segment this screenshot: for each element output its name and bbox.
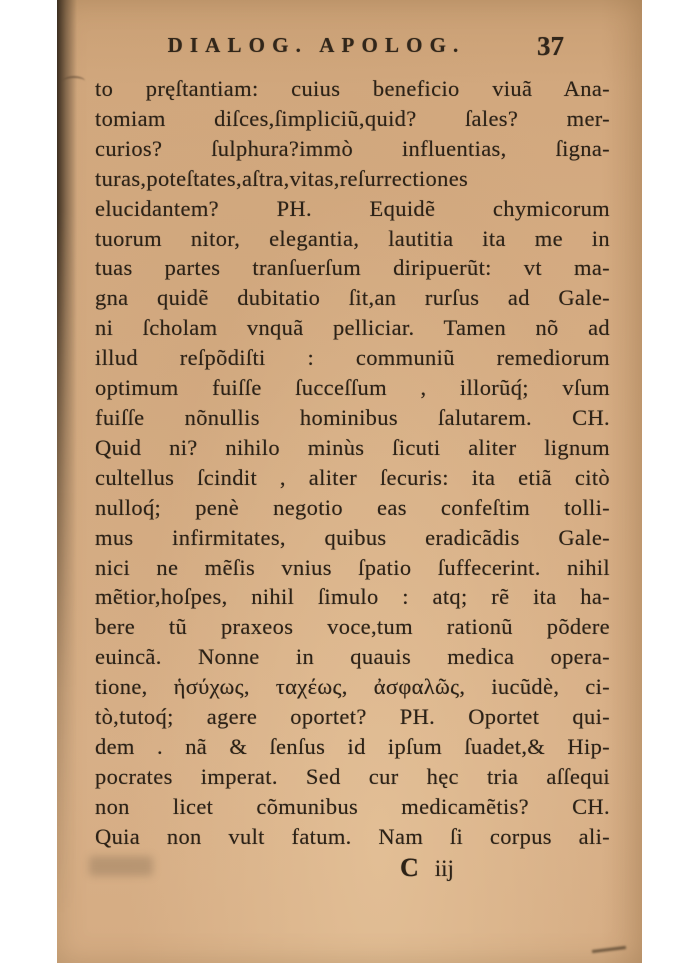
text-line: tò,tutoq́; agere oportet? PH. Oportet qui-: [95, 704, 610, 730]
text-line: nici ne mẽſis vnius ſpatio ſuffecerint. nihil: [95, 554, 610, 580]
text-line: illud reſpõdiſti : communiũ remediorum: [95, 345, 610, 371]
body-text-block: [95, 74, 610, 852]
text-line: dem . nã & ſenſus id ipſum ſuadet,& Hip-: [95, 733, 610, 759]
text-line: to pręſtantiam: cuius beneficio viuã Ana-: [95, 76, 610, 101]
book-page-scan: [57, 0, 642, 963]
text-line: euincã. Nonne in quauis medica opera-: [95, 644, 610, 670]
header-title: DIALOG. APOLOG.: [167, 33, 466, 57]
text-line: ni ſcholam vnquã pelliciar. Tamen nõ ad: [95, 315, 610, 341]
text-line: fuiſſe nõnullis hominibus ſalutarem. CH.: [95, 404, 610, 430]
signature-mark: [400, 853, 610, 884]
page-number: 37: [537, 31, 564, 61]
text-line: mẽtior,hoſpes, nihil ſimulo : atq; rẽ ita ha-: [95, 584, 610, 610]
text-line: turas,poteſtates,aſtra,vitas,reſurrectiones: [95, 165, 469, 191]
margin-squiggle-decoration: [63, 76, 85, 86]
text-line: mus infirmitates, quibus eradicãdis Gale-: [95, 524, 610, 550]
text-line: non licet cõmunibus medicamẽtis? CH.: [95, 793, 610, 819]
signature-numeral: iij: [434, 855, 454, 881]
text-line: gna quidẽ dubitatio ſit,an rurſus ad Gale-: [95, 285, 610, 311]
gutter-shadow-decoration: [57, 0, 77, 963]
running-header: [95, 33, 610, 71]
text-line: tione, ἡσύχως, ταχέως, ἀσφαλῶς, iucũdè, ci-: [95, 674, 610, 700]
text-line: Quid ni? nihilo minùs ſicuti aliter lignum: [95, 434, 610, 460]
text-line: pocrates imperat. Sed cur hęc tria aſſequi: [95, 763, 610, 789]
text-line: nulloq́; penè negotio eas confeſtim tolli-: [95, 494, 610, 520]
text-line: bere tũ praxeos voce,tum rationũ põdere: [95, 614, 610, 640]
text-line: curios? ſulphura?immò influentias, ſigna-: [95, 135, 610, 161]
text-line: tomiam diſces,ſimpliciũ,quid? ſales? mer-: [95, 105, 610, 131]
signature-letter: C: [400, 852, 419, 882]
text-line: Quia non vult fatum. Nam ſi corpus ali-: [95, 823, 610, 849]
text-line: optimum fuiſſe ſucceſſum , illorũq́; vſum: [95, 375, 610, 401]
text-line: elucidantem? PH. Equidẽ chymicorum: [95, 195, 610, 221]
text-line: tuas partes tranſuerſum diripuerũt: vt ma-: [95, 255, 610, 281]
text-line: cultellus ſcindit , aliter ſecuris: ita etiã citò: [95, 464, 610, 490]
corner-mark-decoration: [592, 946, 626, 953]
page-content: [95, 0, 610, 884]
text-line: tuorum nitor, elegantia, lautitia ita me in: [95, 225, 610, 251]
